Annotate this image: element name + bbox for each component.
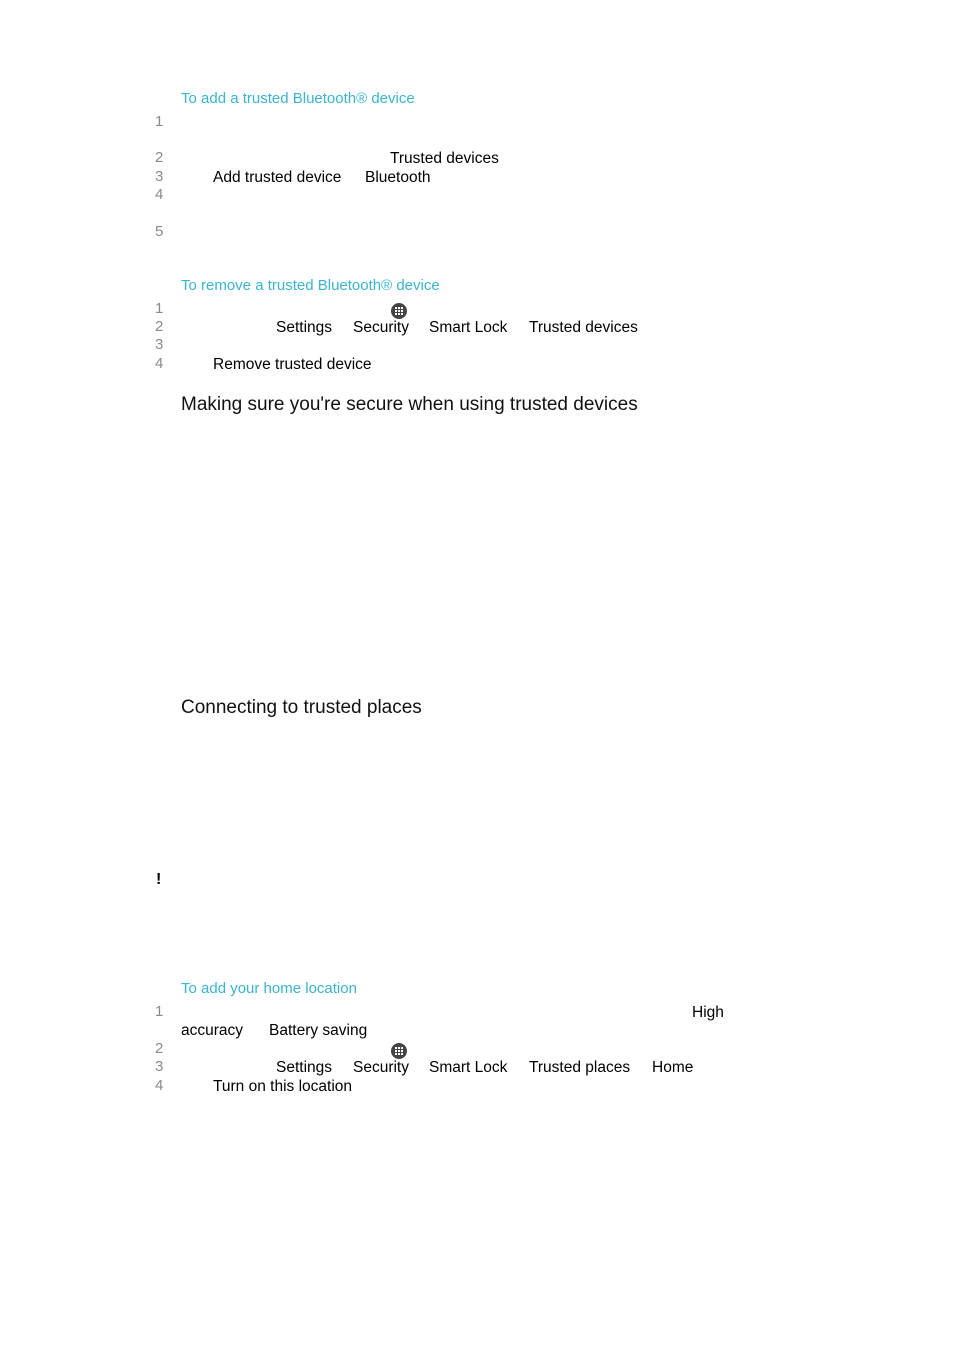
security-label: Security [353,319,409,336]
heading-secure: Making sure you're secure when using trusted devices [181,394,638,415]
step-number: 2 [155,149,164,166]
exclamation-icon: ! [156,871,162,888]
accuracy-label: accuracy [181,1022,244,1039]
step-number: 5 [155,223,164,240]
high-label: High [692,1004,724,1021]
step-number: 3 [155,336,164,353]
trusted-places-label: Trusted places [529,1059,631,1076]
security-label: Security [353,1059,409,1076]
trusted-devices-label: Trusted devices [529,319,638,336]
trusted-devices-label: Trusted devices [390,150,499,167]
step-number: 2 [155,1040,164,1057]
bluetooth-label: Bluetooth [365,169,431,186]
settings-label: Settings [276,1059,333,1076]
step-number: 1 [155,1003,164,1020]
add-bt-title: To add a trusted Bluetooth® device [181,90,415,107]
heading-trusted-places: Connecting to trusted places [181,697,422,718]
home-label: Home [652,1059,694,1076]
step-number: 3 [155,168,164,185]
smart-lock-label: Smart Lock [429,319,508,336]
add-trusted-device-label: Add trusted device [213,169,342,186]
settings-label: Settings [276,319,333,336]
step-number: 2 [155,318,164,335]
apps-grid-icon [391,303,407,319]
turn-on-location-label: Turn on this location [213,1078,353,1095]
battery-saving-label: Battery saving [269,1022,368,1039]
step-number: 4 [155,1077,164,1094]
step-number: 4 [155,355,164,372]
remove-bt-title: To remove a trusted Bluetooth® device [181,277,440,294]
step-number: 4 [155,186,164,203]
step-number: 3 [155,1058,164,1075]
apps-grid-icon [391,1043,407,1059]
step-number: 1 [155,300,164,317]
step-number: 1 [155,113,164,130]
smart-lock-label: Smart Lock [429,1059,508,1076]
remove-trusted-device-label: Remove trusted device [213,356,372,373]
add-home-title: To add your home location [181,980,357,997]
